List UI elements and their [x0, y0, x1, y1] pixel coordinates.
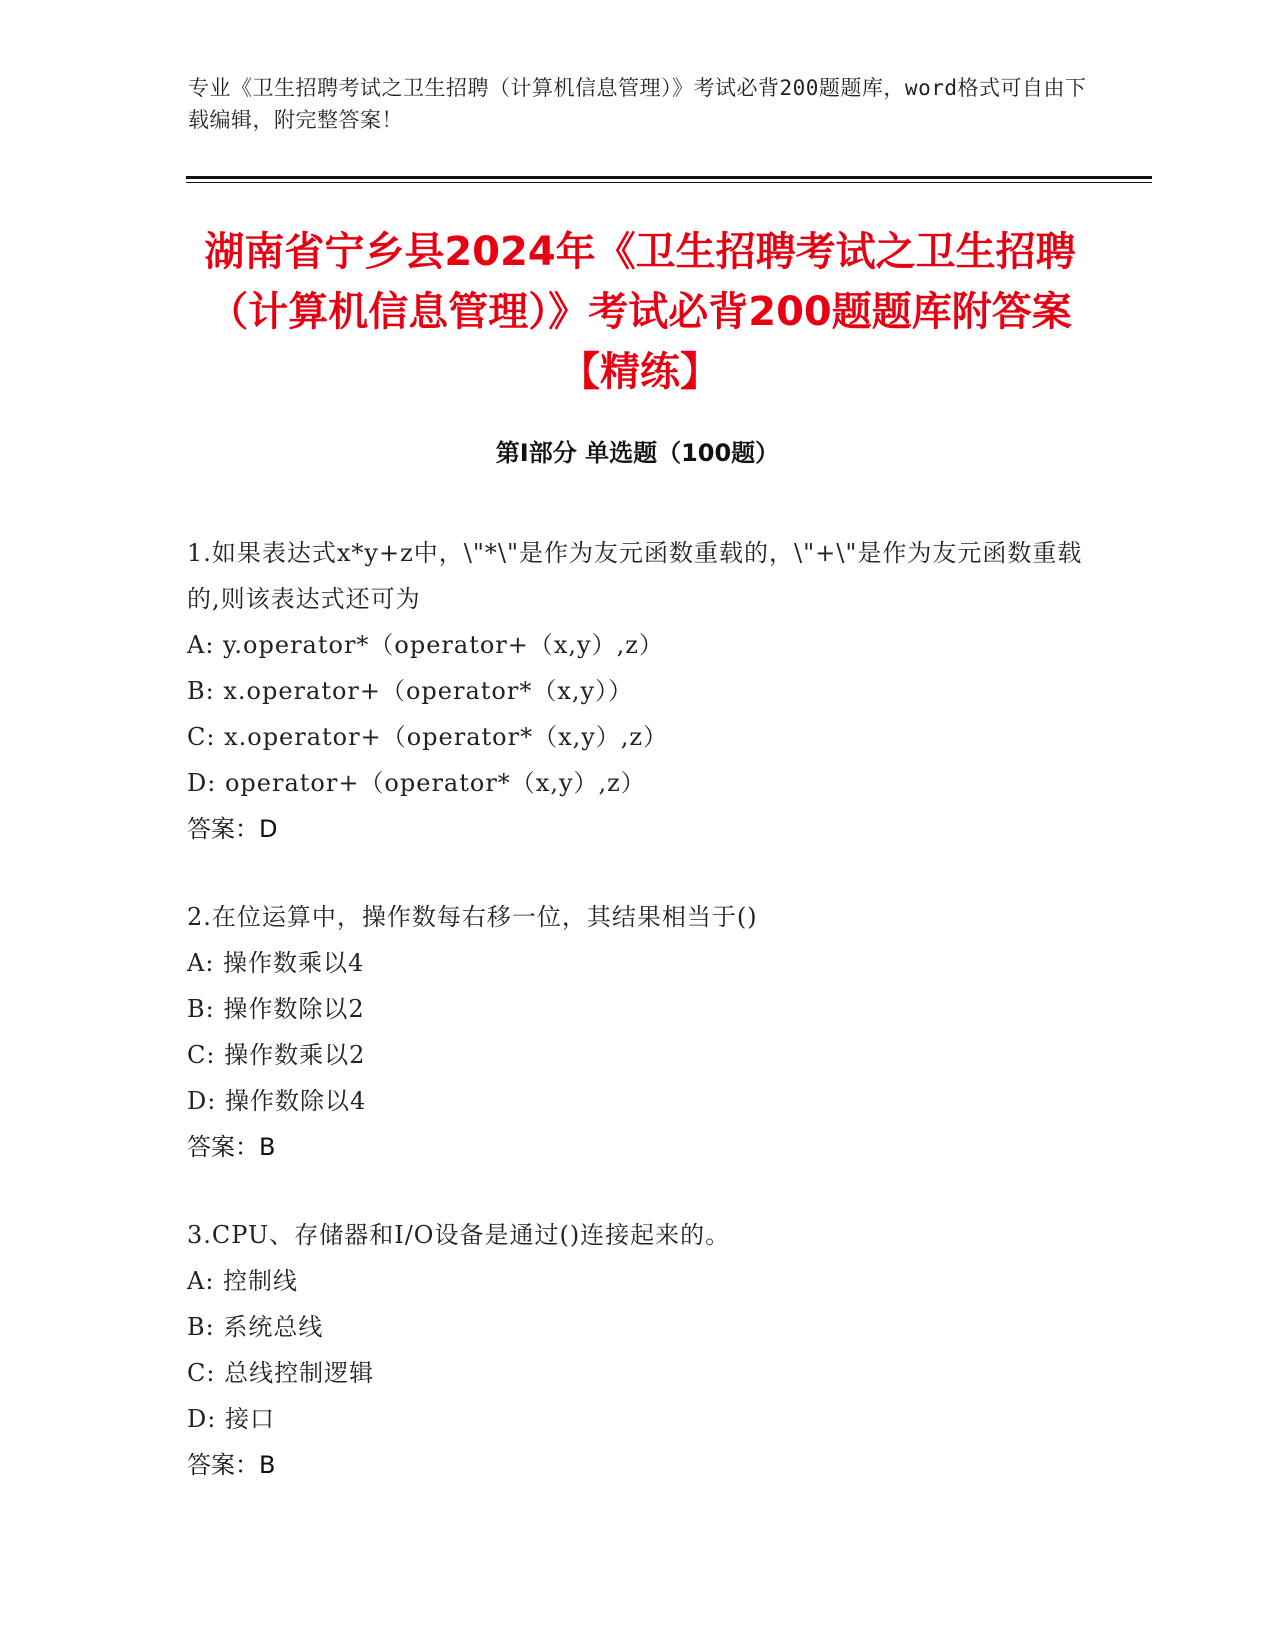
option-d: D: operator+（operator*（x,y）,z） [187, 769, 646, 797]
option-b: B: 操作数除以2 [187, 995, 365, 1023]
answer: 答案：B [187, 1133, 276, 1161]
question-2 [187, 894, 1087, 1170]
option-b: B: x.operator+（operator*（x,y）） [187, 677, 634, 705]
document-title: 湖南省宁乡县2024年《卫生招聘考试之卫生招聘（计算机信息管理）》考试必背200题题库附答案【精练】 [204, 229, 1076, 395]
section-title: 第Ⅰ部分 单选题（100题） [495, 439, 780, 467]
header-rule-thick [186, 176, 1152, 179]
header-note: 专业《卫生招聘考试之卫生招聘（计算机信息管理）》考试必背200题题库，word格式可自由下载编辑，附完整答案！ [188, 76, 1087, 132]
question-stem: 2.在位运算中，操作数每右移一位，其结果相当于() [187, 903, 758, 931]
question-stem: 3.CPU、存储器和I/O设备是通过()连接起来的。 [187, 1221, 731, 1249]
answer: 答案：B [187, 1451, 276, 1479]
option-d: D: 接口 [187, 1405, 275, 1433]
question-list [187, 530, 1087, 1530]
option-c: C: 总线控制逻辑 [187, 1359, 375, 1387]
header-rule-thin [186, 182, 1152, 183]
option-a: A: y.operator*（operator+（x,y）,z） [187, 631, 664, 659]
option-b: B: 系统总线 [187, 1313, 324, 1341]
question-3 [187, 1212, 1087, 1488]
question-1 [187, 530, 1087, 852]
option-d: D: 操作数除以4 [187, 1087, 367, 1115]
option-a: A: 操作数乘以4 [187, 949, 365, 977]
answer: 答案：D [187, 815, 278, 843]
option-c: C: 操作数乘以2 [187, 1041, 366, 1069]
option-c: C: x.operator+（operator*（x,y）,z） [187, 723, 669, 751]
question-stem: 1.如果表达式x*y+z中，\"*\"是作为友元函数重载的，\"+\"是作为友元函数重载的,则该表达式还可为 [187, 539, 1083, 613]
option-a: A: 控制线 [187, 1267, 299, 1295]
